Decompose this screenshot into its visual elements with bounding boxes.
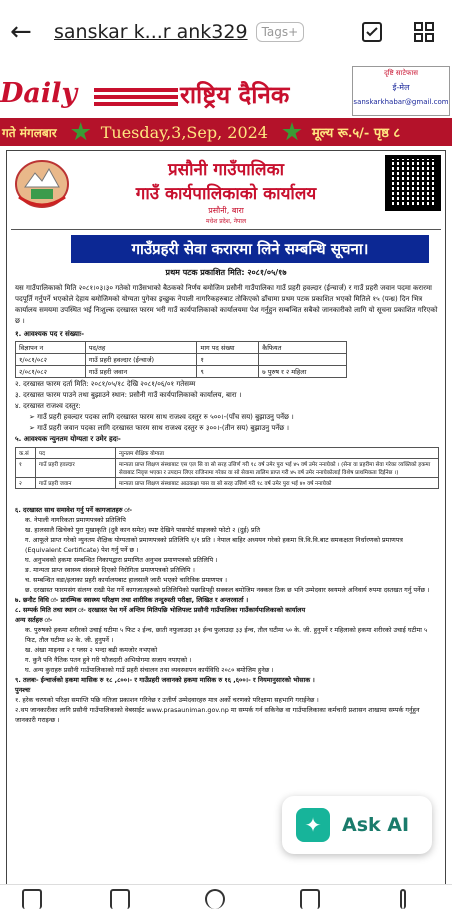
list-item: ख. हालसालै खिचेको पुरा मुखाकृति (दुवै कान समेत) स्पष्ट देखिने पासपोर्ट साइजको फोटो २ (दुई) प्रति [25, 526, 260, 534]
list-item: ६. दरखास्त साथ समावेश गर्नु पर्ने कागजातहरु ः- [15, 506, 133, 514]
table-cell [259, 354, 347, 366]
star-flower-icon [71, 122, 91, 142]
list-item: ➢ गाउँ प्रहरी हवल्दार पदका लागि दरखास्त फारम साथ राजश्व दस्तुर रु ५००।-(पाँच सय) बुझाउनु पर्नेछ । [29, 413, 294, 421]
grid-icon[interactable] [412, 20, 436, 44]
table-row [16, 478, 439, 489]
table-header: न्युनतम शैक्षिक योग्यता [116, 448, 439, 459]
table-cell: गाउँ प्रहरी हवल्दार [36, 459, 116, 478]
tags-button[interactable] [256, 22, 305, 42]
table-row [16, 459, 439, 478]
list-item: ५. आवश्यक न्युनतम योग्यता र उमेर हदः- [15, 435, 121, 443]
masthead-contact-box [352, 66, 450, 116]
masthead-title: राष्ट्रिय दैनिक [180, 81, 290, 109]
table-cell: ७ पुरुष र २ महिला [259, 366, 347, 378]
more-icon[interactable] [400, 889, 406, 909]
point-list-a [15, 379, 439, 445]
table-cell: गाउँ प्रहरी हवल्दार (ईन्चार्ज) [85, 354, 197, 366]
list-item: पुनश्चः [15, 686, 31, 694]
intro-paragraph: यस गाउँपालिकाको मिति २०८१।०३।३० गतेको गाउँसभाको बैठकको निर्णय बमोजिम प्रसौनी गाउँपालिका गाउँ प्रहरी हवल्दार (ईन्चार्ज) र गाउँ प्रहरी जवान पदमा करारमा पदपूर्ति गर्नुपर्ने भएकोले देहाय बमोजिमको योग्यता पुगेका इच्छुक नेपाली नागरिकहरुबाट तोकिएको ढाँचामा प्रथम पटक प्रकाशित भएको मितिले १५ (पन्ध्र) दिन भित्र कार्यालय समयमा उपस्थित भई निःशुल्क दरखास्त फारम भरी गाउँ कार्यपालिकाको कार्यालयमा पेश गर्नुहुन सम्बन्धित सबैको जानकारीको लागि यो सूचना प्रकाशित गरिएको छ । [15, 284, 438, 325]
contact-mail-label: ई-मेल [392, 83, 410, 92]
public-notice [6, 150, 446, 884]
masthead-daily: Daily [0, 78, 78, 109]
back-arrow-icon[interactable]: ← [10, 17, 32, 47]
table-header: पद [36, 448, 116, 459]
tags-label: Tags [261, 25, 289, 39]
date-strip [0, 118, 452, 146]
contact-top: दृष्टि साटेफास [384, 69, 418, 77]
list-item: १. हरेक चरणको परिक्षा समाप्ति पछि नतिजा प्रकाशन गरिनेछ र उत्तीर्ण उम्मेदवारहरु मात्र अर्को चरणको परिक्षामा सहभागि गराईनेछ । [15, 696, 319, 704]
strip-date: Tuesday,3,Sep, 2024 [100, 122, 268, 142]
posts-table [15, 341, 347, 378]
table-cell: मान्यता प्राप्त शिक्षण संस्थाबाट एस एल सि वा सो सरह उत्तिर्ण गरी १८ वर्ष उमेर पुरा भई ४५ वर्ष उमेर ननाघेको । (सेना वा प्रहरीमा सेवा गरेका व्यक्तिको हकमा सेवाबाट निवृत्त भएका र उपदान लिएर राजिनामा गरेका वा सो सेवामा तालिम प्राप्त गरी ४५ वर्ष उमेर ननाघेकोलाई विशेष प्राथमिकता दिईनेछ ।) [116, 459, 439, 478]
list-item: ४. दरखास्त राजश्व दस्तुर: [15, 402, 81, 410]
list-item: ➢ गाउँ प्रहरी जवान पदका लागि दरखास्त फारम साथ राजश्व दस्तुर रु ३००।-(तीन सय) बुझाउनु पर्नेछ । [29, 424, 290, 432]
toolbar-icon-2[interactable] [110, 889, 130, 909]
sparkle-icon: ✦ [296, 808, 330, 842]
list-item: छ. दरखास्त फारमसंग संलग्न राखी पेश गर्ने कागजातहरुको प्रतिलिपिको पछाडिपट्टी सक्कल बमोजिम नक्कल ठिक छ भनि उम्मेदवार स्वयमले अनिवार्य रुपमा दस्तखत गर्नु पर्नेछ । [25, 586, 430, 594]
table-header-row [16, 342, 347, 354]
table-cell: मान्यता प्राप्त शिक्षण संस्थाबाट आठकक्षा पास वा सो सरह उत्तिर्ण गरी १८ वर्ष उमेर पुरा भई ४० वर्ष ननाघेको [116, 478, 439, 489]
table-cell: १ [197, 354, 259, 366]
published-date: प्रथम पटक प्रकाशित मिति: २०८१/०५/१७ [165, 268, 287, 277]
table-row [16, 366, 347, 378]
table-header: कैफियत [259, 342, 347, 354]
list-item: ङ. मान्यता प्राप्त स्वास्थ्य संस्थाले दिएको निरोगिता प्रमाणपत्रको प्रतिलिपि । [25, 566, 195, 574]
strip-price: मूल्य रू.५/- पृष्ठ ८ [311, 126, 401, 141]
list-item: ३. दरखास्त फारम पाउने तथा बुझाउने स्थान: प्रसौनी गाउँ कार्यपालिकाको कार्यालय, बारा । [15, 391, 242, 399]
notice-banner: गाउँप्रहरी सेवा करारमा लिने सम्बन्धि सूचना। [71, 235, 429, 263]
ask-ai-label: Ask AI [342, 814, 410, 836]
bottom-toolbar [0, 884, 452, 910]
newspaper-masthead [0, 64, 452, 118]
list-item: २. दरखास्त फारम दर्ता मिति: २०८१/०५/१८ देखि २०८१/०६/०१ गतेसम्म [15, 380, 196, 388]
table-header: क.सं [16, 448, 36, 459]
tags-plus: + [288, 25, 299, 39]
list-item: ग. आफूले प्राप्त गरेको न्युनतम शैक्षिक योग्यताको प्रमाणपत्रको प्रतिलिपि १/१ प्रति । नेपाल बाहिर अध्ययन गरेको हकमा त्रि.वि.वि.बाट समकक्षता निर्धारणको प्रमाणपत्र (Equivalent Certificate) पेश गर्नु पर्ने छ । [25, 536, 403, 554]
list-item: ७. छनौट विधि ः- प्रारम्भिक स्वास्थ्य परिक्षण तथा शारीरिक तन्दुरुस्ती परीक्षा, लिखित र अन्तरवार्ता । [15, 596, 249, 604]
table-header: माग पद संख्या [197, 342, 259, 354]
list-item: अन्य सर्तहरु ः- [15, 616, 53, 624]
app-bar [0, 0, 452, 64]
list-item: क. पुरुषको हकमा शरीरको उचाई घटीमा ५ फिट २ ईन्च, छाती नफुलाउदा ३१ ईन्च फुलाउदा ३३ ईन्च, तौल घटीमा ५० के. जी. हुनुपर्ने र महिलाको हकमा शरीरको उचाई घटीमा ५ फिट, तौल घटीमा ४२ के. जी. हुनुपर्ने । [25, 626, 428, 644]
list-item: घ. अन्य कुराहरु प्रसौनी गाउँपालिकाको गाउँ प्रहरी संचालन तथा व्यवस्थापन कार्यविधि २०८० बमोजिम हुनेछ । [25, 666, 274, 674]
document-title[interactable]: sanskar k...r ank329 [54, 21, 248, 43]
table-cell: गाउँ प्रहरी जवान [36, 478, 116, 489]
table-header-row [16, 448, 439, 459]
table-row [16, 354, 347, 366]
point-list-b [15, 505, 439, 725]
notice-title-3: प्रसौनी, बारा [208, 206, 244, 215]
list-item: च. सम्बन्धित वडा/इलाका प्रहरी कार्यालयबाट हालसालै जारी भएको चारित्रिक प्रमाणपत्र । [25, 576, 228, 584]
toolbar-icon-4[interactable] [300, 889, 320, 909]
list-item: ९. तलबः- ईन्चार्जको हकमा मासिक रु १८ ,८००।- र गाउँप्रहरी जवानको हकमा मासिक रु १६ ,६००।- र नियमानुसारको भोसाक । [15, 676, 315, 684]
table-header: विज्ञापन न [16, 342, 86, 354]
table-cell: २ [16, 478, 36, 489]
table-cell: १/०८१/०८२ [16, 354, 86, 366]
list-item: क. नेपाली नागरिकता प्रमाणपत्रको प्रतिलिपि [25, 516, 126, 524]
document-page[interactable] [0, 64, 452, 884]
list-item: ग. कुनै पनि नैतिक पतन हुने गरी फौजदारी अभियोगमा सजाय नपाएको । [25, 656, 192, 664]
contact-email: sanskarkhabar@gmail.com [353, 98, 449, 106]
section-1-heading: १. आवश्यक पद र संख्याः- [15, 330, 85, 338]
toolbar-icon-3[interactable] [205, 889, 225, 909]
divider [11, 229, 441, 230]
list-item: घ. अनुभवको हकमा सम्बन्धित निकायद्वारा प्रमाणित अनुभव प्रमाणपत्रको प्रतिलिपि । [25, 556, 218, 564]
toolbar-icon-1[interactable] [22, 889, 42, 909]
list-item: ८. सम्पर्क मिति तथा स्थान ः- दरखास्त पेश गर्ने अन्तिम मितिपछि भोलिपल्ट प्रसौनी गाउँपालिका गाउँकार्यपालिकाको कार्यालय [15, 606, 306, 614]
masthead-midline [94, 95, 178, 99]
table-cell: १ [16, 459, 36, 478]
qualification-table [15, 447, 439, 489]
checkbox-icon[interactable] [360, 20, 384, 44]
strip-day: गते मंगलबार [2, 125, 57, 140]
ask-ai-button[interactable] [282, 796, 432, 854]
notice-title-2: गाउँ कार्यपालिकाको कार्यालय [135, 184, 317, 204]
table-cell: गाउँ प्रहरी जवान [85, 366, 197, 378]
table-header: पद/तह [85, 342, 197, 354]
list-item: ख. अंखा माइनस २ र प्लस २ भन्दा बढी कमजोर नभएको [25, 646, 158, 654]
table-cell: २/०८१/०८२ [16, 366, 86, 378]
table-cell: ९ [197, 366, 259, 378]
star-flower-icon [282, 122, 302, 142]
list-item: २.थप जानकारीका लागि प्रसौनी गाउँपालिकाको वेबसाईट www.prasauniman.gov.np मा सम्पर्क गर्न सकिनेछ वा गाउँपालिकाका कर्मचारी प्रशासन शाखामा सम्पर्क गर्नुहुन जानकारी गराइन्छ । [15, 706, 420, 724]
notice-title-1: प्रसौनी गाउँपालिका [167, 160, 285, 180]
notice-title-4: मधेश प्रदेश, नेपाल [205, 218, 247, 225]
